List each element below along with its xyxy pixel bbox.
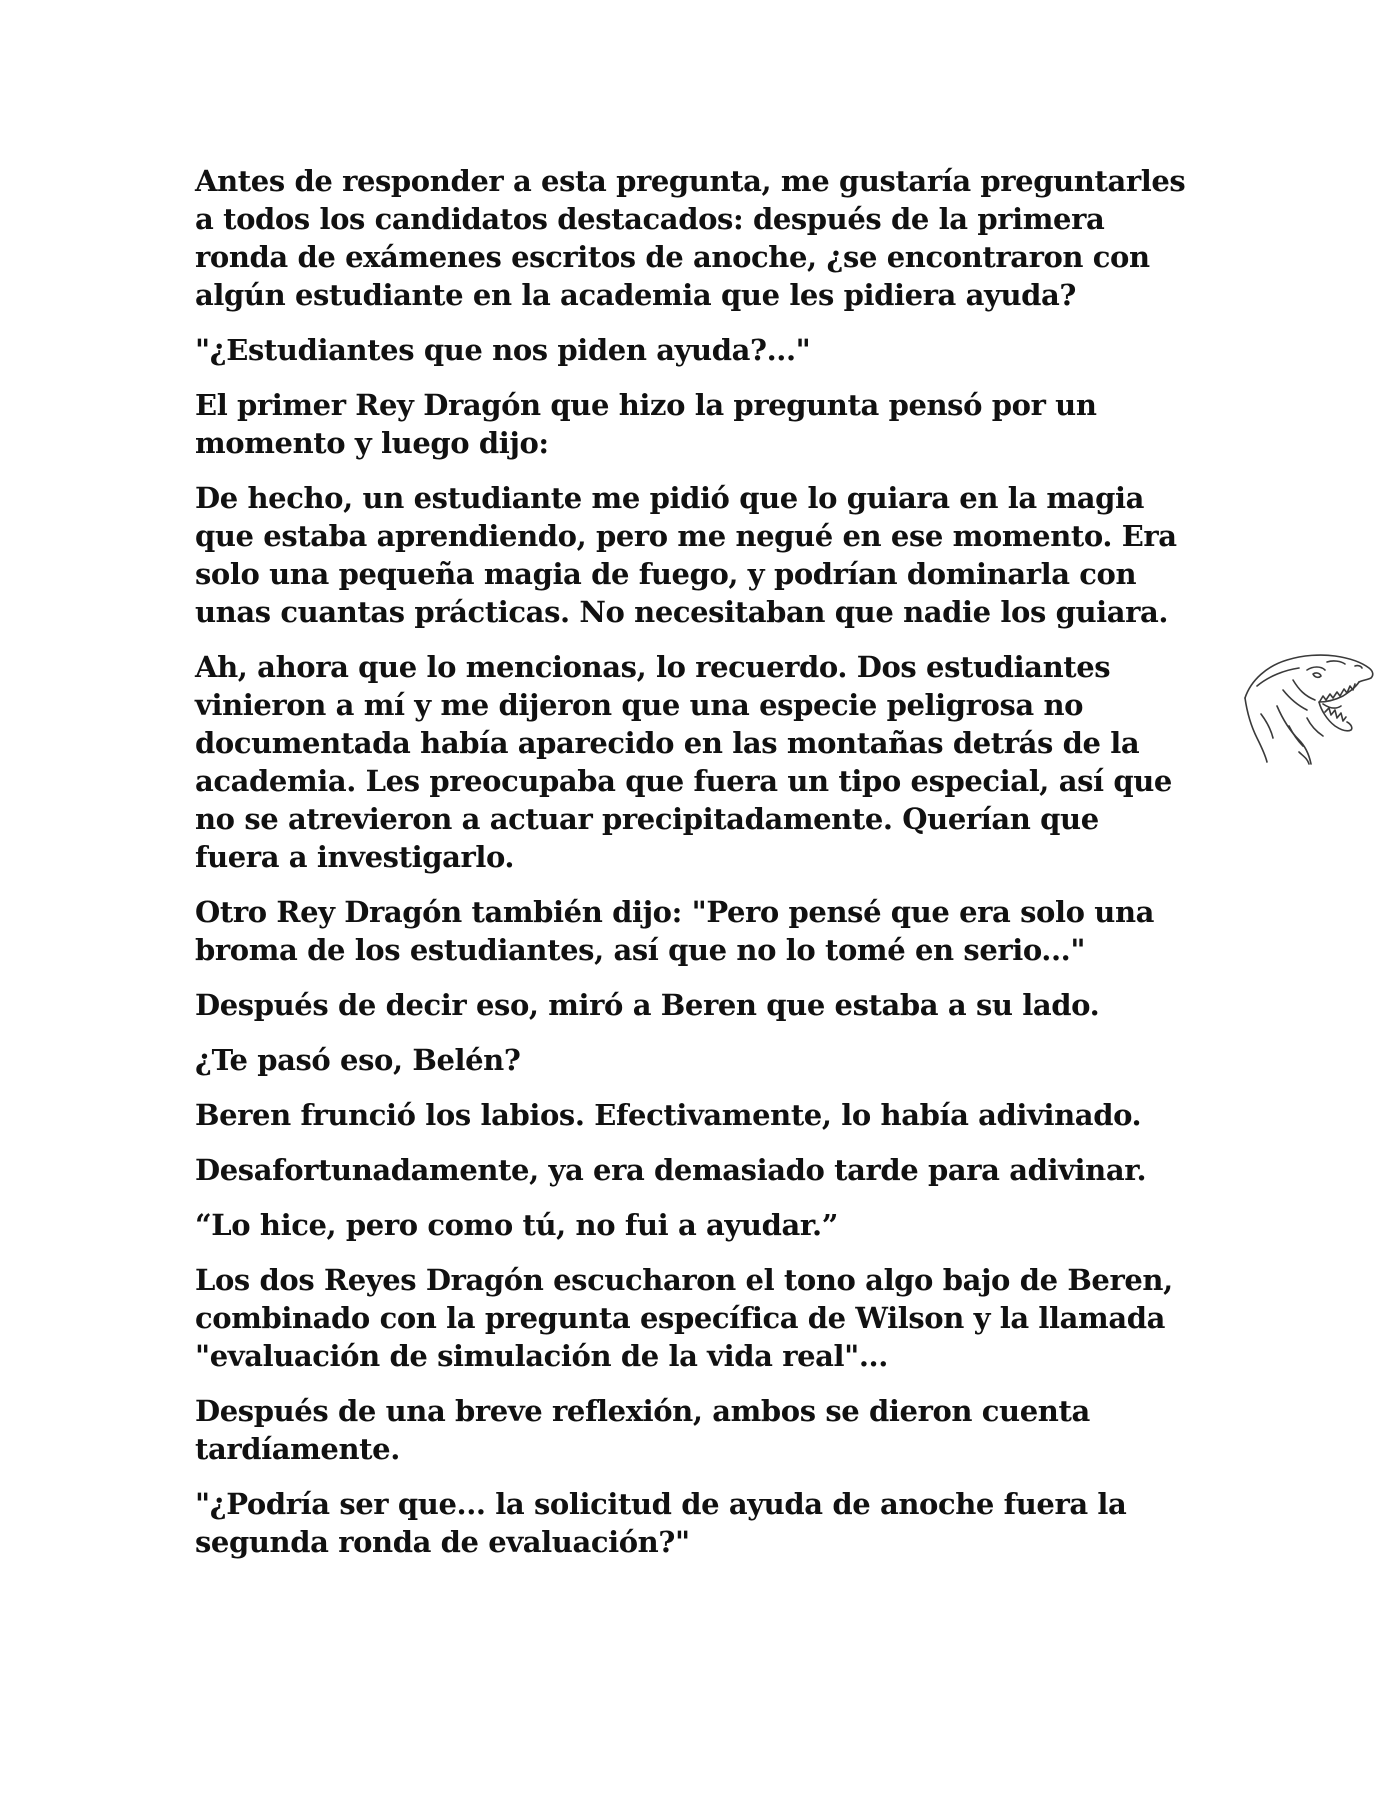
body-text — [195, 162, 1205, 1578]
paragraph-6: Otro Rey Dragón también dijo: "Pero pensé que era solo una broma de los estudiantes, así que no lo tomé en serio..." — [195, 895, 1155, 967]
paragraph-1: Antes de responder a esta pregunta, me gustaría preguntarles a todos los candidatos destacados: después de la primera ronda de exámenes escritos de anoche, ¿se encontraron con algún estudiante en la academia que les pidiera ayuda? — [195, 164, 1186, 312]
paragraph-13: Después de una breve reflexión, ambos se dieron cuenta tardíamente. — [195, 1394, 1090, 1466]
paragraph-5: Ah, ahora que lo mencionas, lo recuerdo. Dos estudiantes vinieron a mí y me dijeron que una especie peligrosa no documentada había aparecido en las montañas detrás de la academia. Les preocupaba que fuera un tipo especial, así que no se atrevieron a actuar precipitadamente. Querían que fuera a investigarlo. — [195, 650, 1172, 874]
paragraph-14: "¿Podría ser que... la solicitud de ayuda de anoche fuera la segunda ronda de evaluación?" — [195, 1487, 1127, 1559]
paragraph-2: "¿Estudiantes que nos piden ayuda?..." — [195, 333, 811, 367]
paragraph-9: Beren frunció los labios. Efectivamente, lo había adivinado. — [195, 1098, 1142, 1132]
paragraph-10: Desafortunadamente, ya era demasiado tarde para adivinar. — [195, 1153, 1147, 1187]
paragraph-12: Los dos Reyes Dragón escucharon el tono algo bajo de Beren, combinado con la pregunta específica de Wilson y la llamada "evaluación de simulación de la vida real"... — [195, 1263, 1173, 1373]
paragraph-4: De hecho, un estudiante me pidió que lo guiara en la magia que estaba aprendiendo, pero me negué en ese momento. Era solo una pequeña magia de fuego, y podrían dominarla con unas cuantas prácticas. No necesitaban que nadie los guiara. — [195, 481, 1177, 629]
paragraph-7: Después de decir eso, miró a Beren que estaba a su lado. — [195, 988, 1100, 1022]
paragraph-3: El primer Rey Dragón que hizo la pregunta pensó por un momento y luego dijo: — [195, 388, 1097, 460]
paragraph-11: “Lo hice, pero como tú, no fui a ayudar.” — [195, 1208, 839, 1242]
dinosaur-head-sketch-icon — [1237, 640, 1377, 768]
paragraph-8: ¿Te pasó eso, Belén? — [195, 1043, 521, 1077]
